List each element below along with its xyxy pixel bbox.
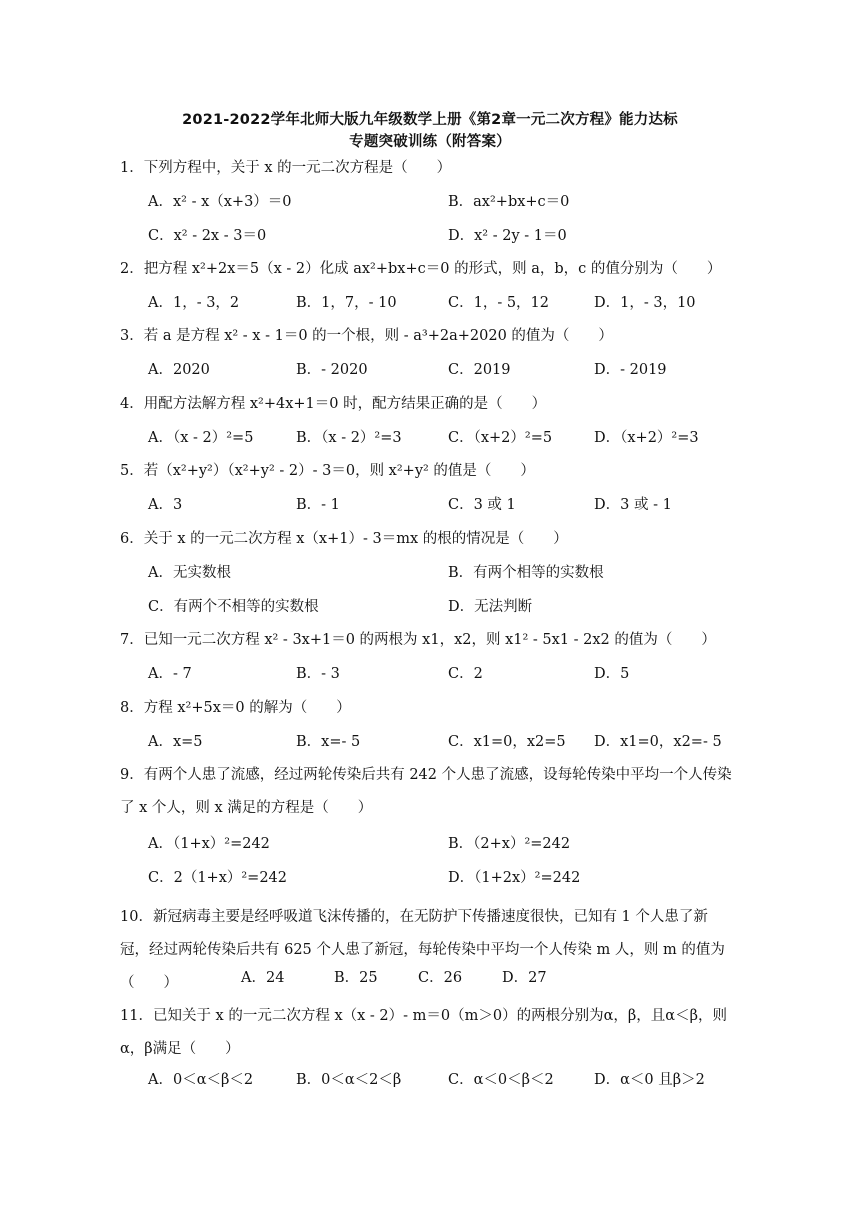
question-1-stem: 1．下列方程中，关于 x 的一元二次方程是（ ） <box>120 160 452 176</box>
question-8-option-a: A．x=5 <box>148 734 203 750</box>
question-10-option-b: B．25 <box>334 970 378 986</box>
question-9-option-d: D．（1+2x）²=242 <box>448 870 581 886</box>
question-1-option-c: C．x² - 2x - 3＝0 <box>148 228 267 244</box>
document-title: 2021-2022学年北师大版九年级数学上册《第2章一元二次方程》能力达标 <box>182 112 678 128</box>
question-5-option-b: B．- 1 <box>296 497 340 513</box>
question-6-option-b: B．有两个相等的实数根 <box>448 565 604 581</box>
question-11-option-d: D．α＜0 且β＞2 <box>594 1072 705 1088</box>
question-1-option-b: B．ax²+bx+c＝0 <box>448 194 570 210</box>
question-7-option-a: A．- 7 <box>148 666 192 682</box>
question-5-stem: 5．若（x²+y²）（x²+y² - 2）- 3＝0，则 x²+y² 的值是（ ） <box>120 463 535 479</box>
question-7-stem: 7．已知一元二次方程 x² - 3x+1＝0 的两根为 x1，x2，则 x1² - 5x1 - 2x2 的值为（ ） <box>120 632 716 648</box>
question-8-option-c: C．x1=0，x2=5 <box>448 734 566 750</box>
question-5-option-d: D．3 或 - 1 <box>594 497 672 513</box>
question-2-stem: 2．把方程 x²+2x＝5（x - 2）化成 ax²+bx+c＝0 的形式，则 a，b，c 的值分别为（ ） <box>120 261 722 277</box>
question-3-option-c: C．2019 <box>448 362 511 378</box>
question-4-option-c: C．（x+2）²=5 <box>448 430 553 446</box>
question-10-option-c: C．26 <box>418 970 463 986</box>
question-11-option-b: B．0＜α＜2＜β <box>296 1072 402 1088</box>
question-6-option-c: C．有两个不相等的实数根 <box>148 599 319 615</box>
question-8-option-b: B．x=- 5 <box>296 734 361 750</box>
question-3-option-a: A．2020 <box>148 362 210 378</box>
question-9-option-b: B．（2+x）²=242 <box>448 836 571 852</box>
question-1-option-a: A．x² - x（x+3）＝0 <box>148 194 292 210</box>
question-10-stem: 10．新冠病毒主要是经呼吸道飞沫传播的，在无防护下传播速度很快，已知有 1 个人患了新冠，经过两轮传染后共有 625 个人患了新冠，每轮传染中平均一个人传染 m 人，则 m 的值为（ ） <box>120 909 725 991</box>
question-2-option-c: C．1，- 5，12 <box>448 295 550 311</box>
question-8-option-d: D．x1=0，x2=- 5 <box>594 734 722 750</box>
question-7-option-c: C．2 <box>448 666 483 682</box>
question-9-option-a: A．（1+x）²=242 <box>148 836 270 852</box>
question-4-option-d: D．（x+2）²=3 <box>594 430 699 446</box>
question-9-option-c: C．2（1+x）²=242 <box>148 870 288 886</box>
question-4-option-b: B．（x - 2）²=3 <box>296 430 402 446</box>
question-8-stem: 8．方程 x²+5x＝0 的解为（ ） <box>120 700 351 716</box>
question-3-stem: 3．若 a 是方程 x² - x - 1＝0 的一个根，则 - a³+2a+2020 的值为（ ） <box>120 328 613 344</box>
question-4-option-a: A．（x - 2）²=5 <box>148 430 254 446</box>
question-6-option-a: A．无实数根 <box>148 565 231 581</box>
document-subtitle: 专题突破训练（附答案） <box>349 134 511 150</box>
question-4-stem: 4．用配方法解方程 x²+4x+1＝0 时，配方结果正确的是（ ） <box>120 396 547 412</box>
question-2-option-a: A．1，- 3，2 <box>148 295 240 311</box>
question-1-option-d: D．x² - 2y - 1＝0 <box>448 228 567 244</box>
question-11-stem: 11．已知关于 x 的一元二次方程 x（x - 2）- m＝0（m＞0）的两根分别为α，β，且α＜β，则α，β满足（ ） <box>120 1008 727 1057</box>
question-5-option-a: A．3 <box>148 497 183 513</box>
question-3-option-b: B．- 2020 <box>296 362 368 378</box>
question-11-option-a: A．0＜α＜β＜2 <box>148 1072 254 1088</box>
question-7-option-b: B．- 3 <box>296 666 340 682</box>
question-10-option-a: A．24 <box>241 970 285 986</box>
question-2-option-d: D．1，- 3，10 <box>594 295 696 311</box>
question-11-option-c: C．α＜0＜β＜2 <box>448 1072 554 1088</box>
question-9-stem: 9．有两个人患了流感，经过两轮传染后共有 242 个人患了流感，设每轮传染中平均一个人传染了 x 个人，则 x 满足的方程是（ ） <box>120 767 732 816</box>
question-3-option-d: D．- 2019 <box>594 362 667 378</box>
question-5-option-c: C．3 或 1 <box>448 497 516 513</box>
question-6-stem: 6．关于 x 的一元二次方程 x（x+1）- 3＝mx 的根的情况是（ ） <box>120 531 568 547</box>
question-2-option-b: B．1，7，- 10 <box>296 295 397 311</box>
question-6-option-d: D．无法判断 <box>448 599 533 615</box>
question-10-option-d: D．27 <box>502 970 547 986</box>
question-7-option-d: D．5 <box>594 666 630 682</box>
